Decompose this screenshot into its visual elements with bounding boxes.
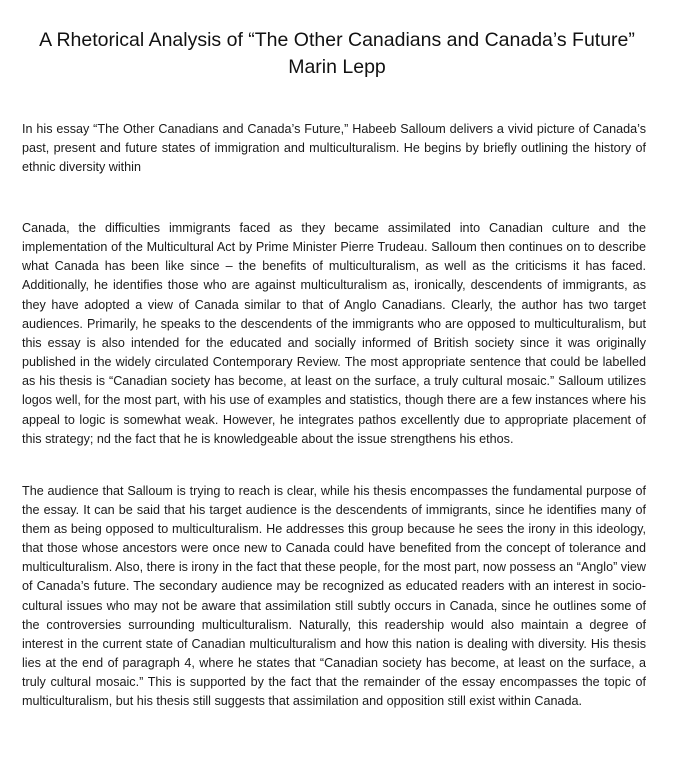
- paragraph-summary: Canada, the difficulties immigrants faced as they became assimilated into Canadian culture and the implementation of the Multicultural Act by Prime Minister Pierre Trudeau. Salloum then continues on to describe what Canada has been like since – the benefits of multiculturalism, as well as the criticisms it has faced. Additionally, he identifies those who are against multiculturalism as, ironically, descendents of immigrants, as they have adopted a view of Canada similar to that of Anglo Canadians. Clearly, the author has two target audiences. Primarily, he speaks to the descendents of the immigrants who are opposed to multiculturalism, but this essay is also intended for the educated and socially informed of British society since it was originally published in the widely circulated Contemporary Review. The most appropriate sentence that could be labelled as his thesis is “Canadian society has become, at least on the surface, a truly cultural mosaic.” Salloum utilizes logos well, for the most part, with his use of examples and statistics, though there are a few instances where his appeal to logic is somewhat weak. However, he integrates pathos excellently due to appropriate placement of this strategy; nd the fact that he is knowledgeable about the issue strengthens his ethos.: [22, 221, 646, 446]
- document-author: Marin Lepp: [288, 56, 386, 78]
- paragraph-audience: The audience that Salloum is trying to reach is clear, while his thesis encompasses the fundamental purpose of the essay. It can be said that his target audience is the descendents of immigrants, since he identifies many of them as being opposed to multiculturalism. He addresses this group because he sees the irony in this ideology, that those whose ancestors were once new to Canada could have benefited from the concept of tolerance and multiculturalism. Also, there is irony in the fact that these people, for the most part, now possess an “Anglo” view of Canada’s future. The secondary audience may be recognized as educated readers with an interest in socio-cultural issues who may not be aware that assimilation still subtly occurs in Canada, since he outlines some of the controversies surrounding multiculturalism. Naturally, this readership would also maintain a degree of interest in the current state of Canadian multiculturalism and how this nation is dealing with diversity. His thesis lies at the end of paragraph 4, where he states that “Canadian society has become, at least on the surface, a truly cultural mosaic.” This is supported by the fact that the remainder of the essay encompasses the topic of multiculturalism, but his thesis still suggests that assimilation and opposition still exist within Canada.: [22, 484, 646, 709]
- document-title: A Rhetorical Analysis of “The Other Canadians and Canada’s Future”: [39, 29, 635, 51]
- paragraph-intro: In his essay “The Other Canadians and Canada’s Future,” Habeeb Salloum delivers a vivid picture of Canada’s past, present and future states of immigration and multiculturalism. He begins by briefly outlining the history of ethnic diversity within: [22, 122, 646, 175]
